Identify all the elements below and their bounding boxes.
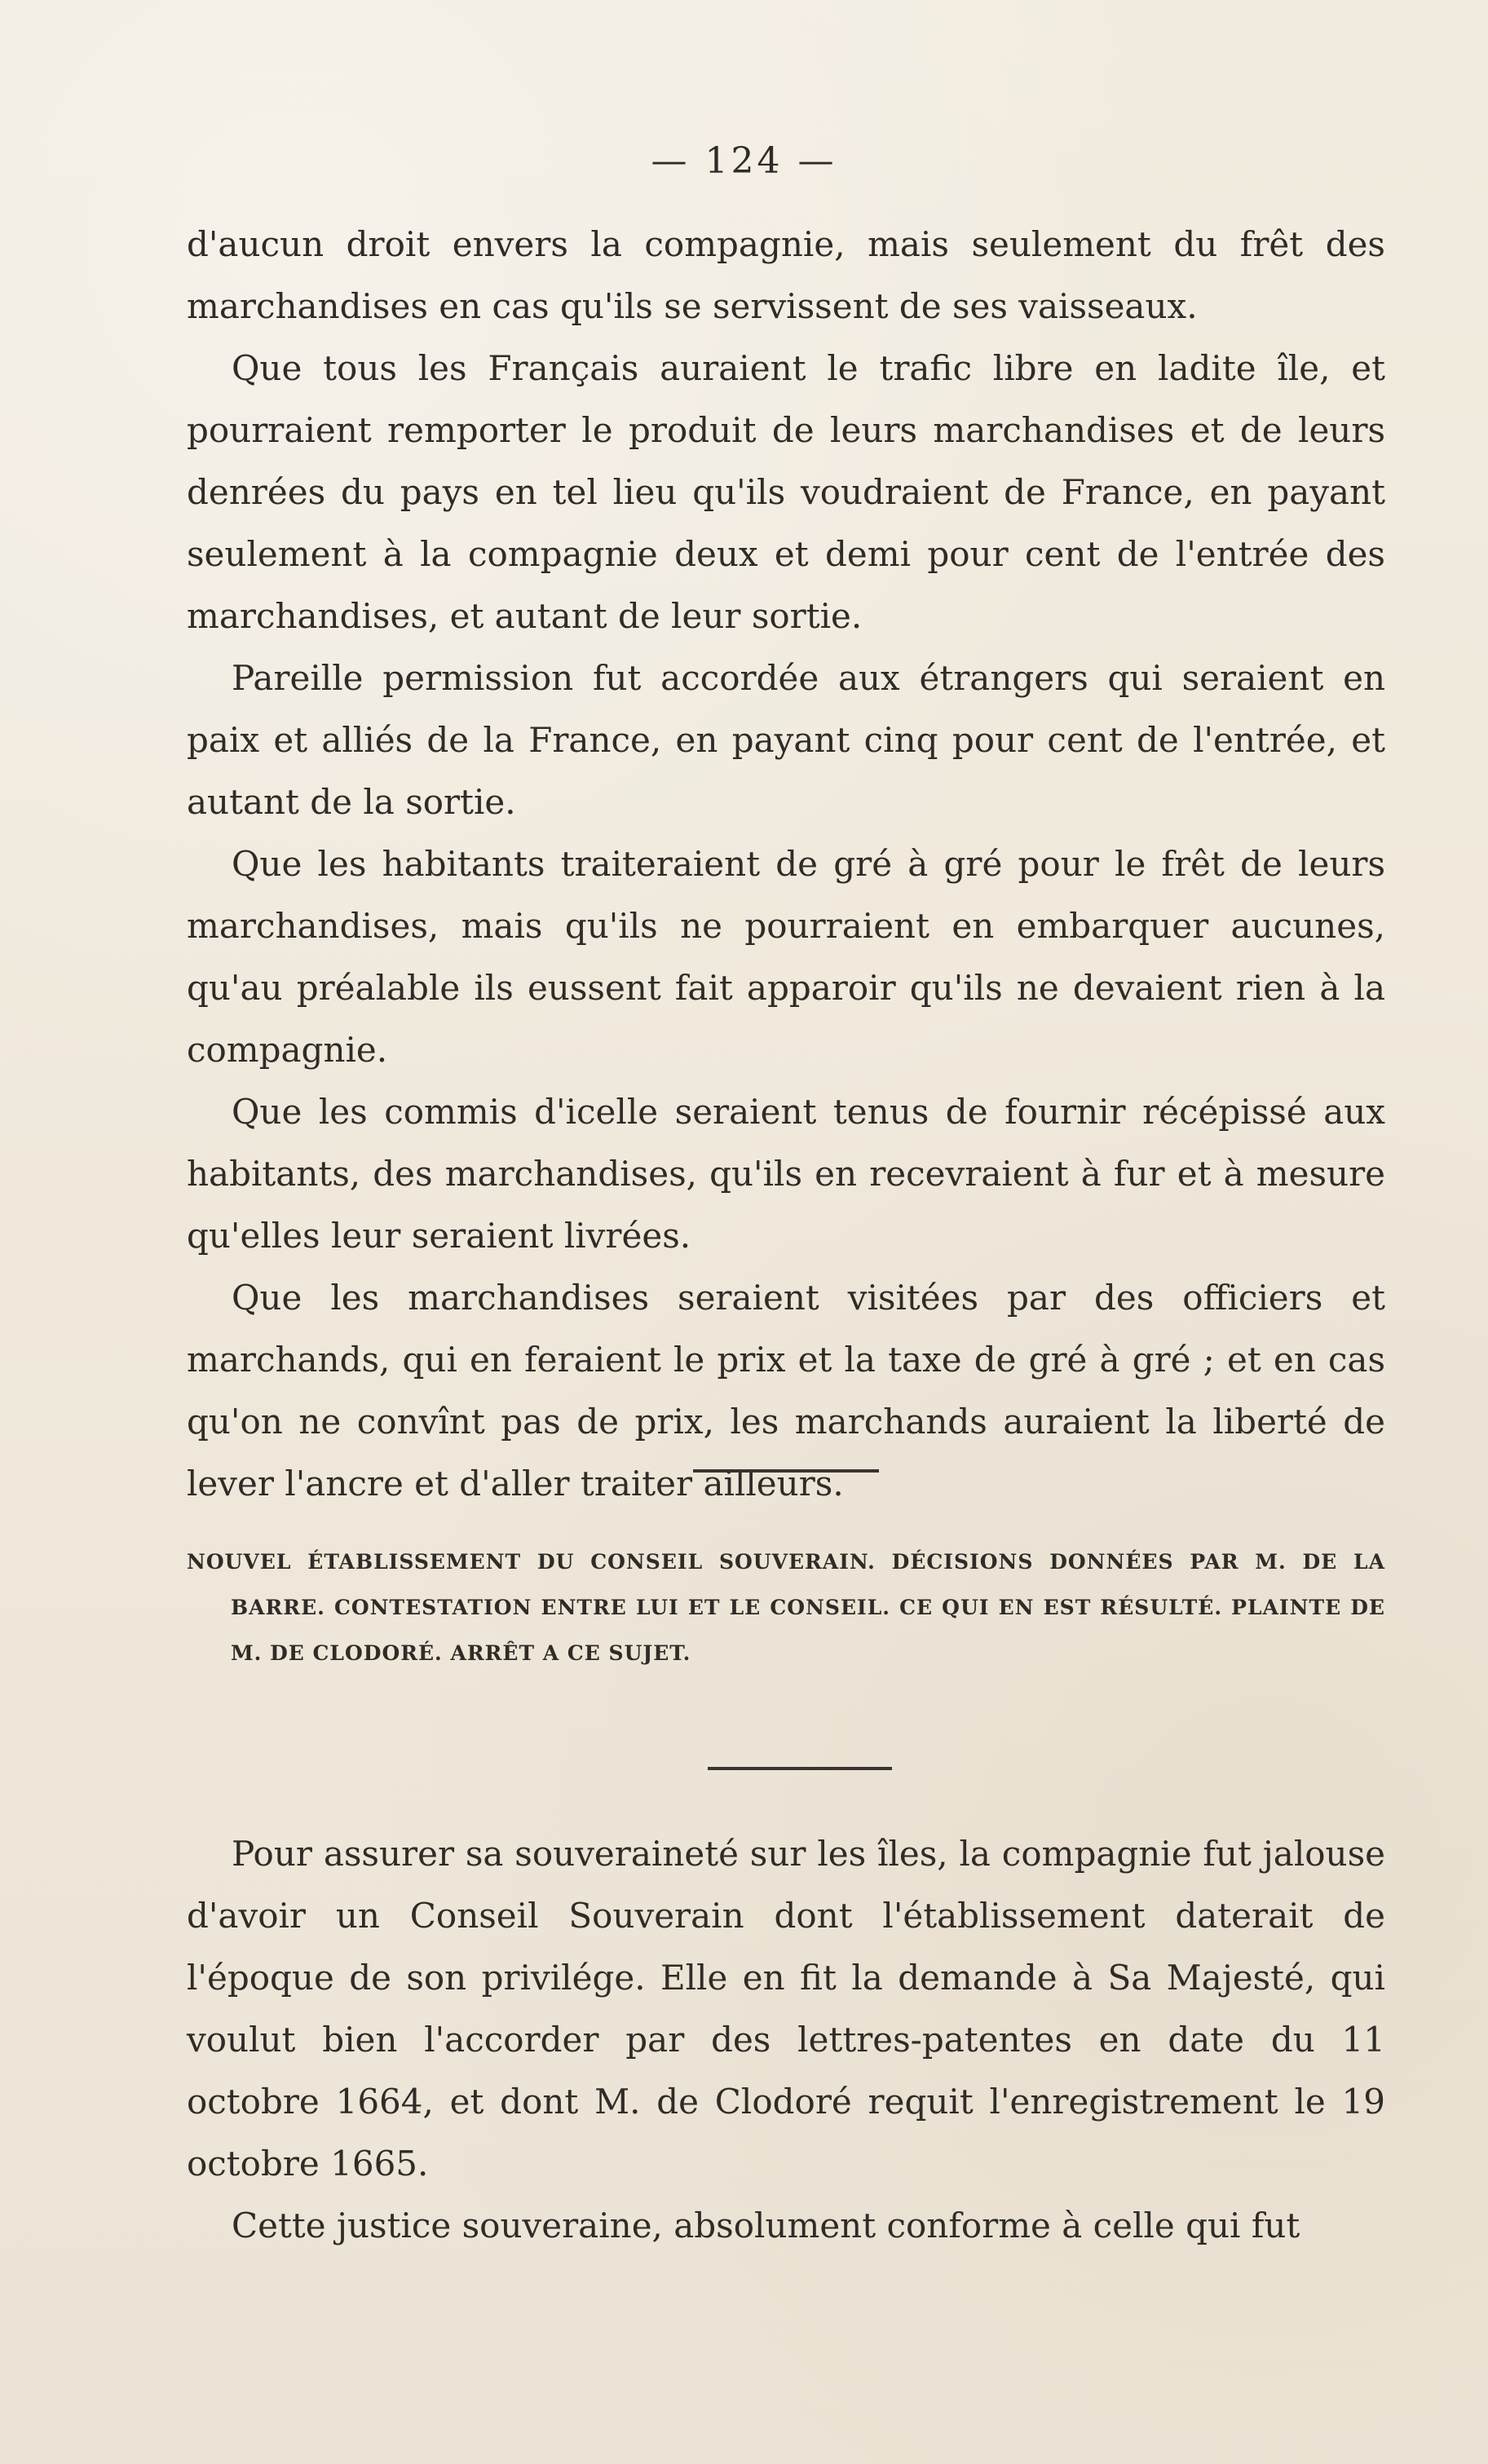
paragraph: Que tous les Français auraient le trafic libre en ladite île, et pourraient remporter le produit de leurs marchandises et de leurs denrées du pays en tel lieu qu'ils voudraient de France, en payant seulement à la compagnie deux et demi pour cent de l'entrée des marchandises, et autant de leur sortie.: [187, 348, 1385, 636]
paragraph: Que les marchandises seraient visitées par des officiers et marchands, qui en feraient le prix et la taxe de gré à gré ; et en cas qu'on ne convînt pas de prix, les marchands auraient la liberté de lever l'ancre et d'aller traiter ailleurs.: [187, 1278, 1385, 1504]
section-heading: NOUVEL ÉTABLISSEMENT DU CONSEIL SOUVERAIN. DÉCISIONS DONNÉES PAR M. DE LA BARRE. CONTESTATION ENTRE LUI ET LE CONSEIL. CE QUI EN EST RÉSULTÉ. PLAINTE DE M. DE CLODORÉ. ARRÊT A CE SUJET.: [187, 1550, 1385, 1665]
paragraph: Que les commis d'icelle seraient tenus de fournir récépissé aux habitants, des marchandises, qu'ils en recevraient à fur et à mesure qu'elles leur seraient livrées.: [187, 1092, 1385, 1256]
text-section-upper: [187, 214, 1385, 1515]
paragraph: Pareille permission fut accordée aux étrangers qui seraient en paix et alliés de la France, en payant cinq pour cent de l'entrée, et autant de la sortie.: [187, 658, 1385, 822]
paragraph: Cette justice souveraine, absolument conforme à celle qui fut: [232, 2206, 1300, 2245]
paragraph: d'aucun droit envers la compagnie, mais seulement du frêt des marchandises en cas qu'ils se servissent de ses vaisseaux.: [187, 224, 1385, 326]
paragraph: Que les habitants traiteraient de gré à gré pour le frêt de leurs marchandises, mais qu'ils ne pourraient en embarquer aucunes, qu'au préalable ils eussent fait apparoir qu'ils ne devaient rien à la compagnie.: [187, 844, 1385, 1070]
paragraph: Pour assurer sa souveraineté sur les îles, la compagnie fut jalouse d'avoir un Conseil Souverain dont l'établissement daterait de l'époque de son privilége. Elle en fit la demande à Sa Majesté, qui voulut bien l'accorder par des lettres-patentes en date du 11 octobre 1664, et dont M. de Clodoré requit l'enregistrement le 19 octobre 1665.: [187, 1834, 1385, 2184]
section-divider-top: [693, 1469, 879, 1473]
text-section-lower: [187, 1823, 1385, 2257]
page-number: — 124 —: [651, 140, 837, 182]
section-divider-bottom: [708, 1767, 892, 1770]
